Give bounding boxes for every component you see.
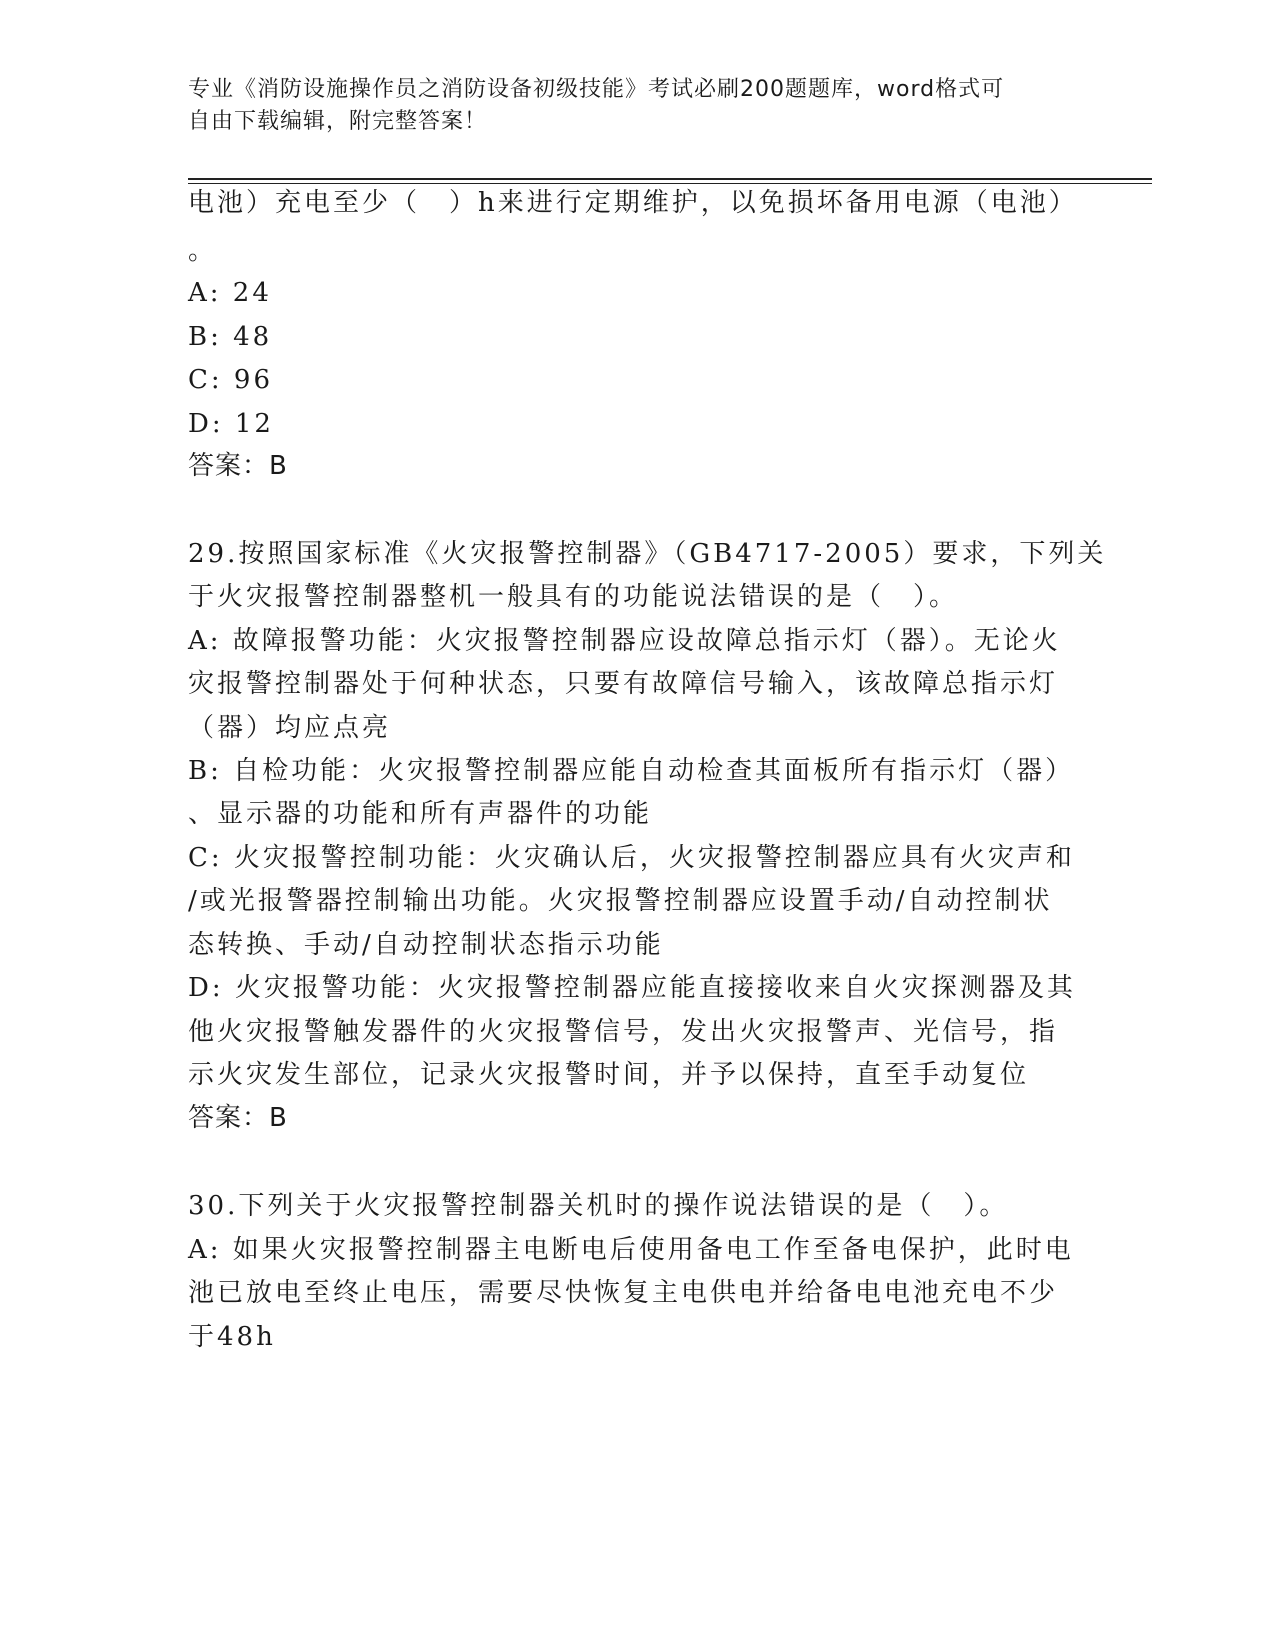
q29-option-d-line-1: D: 火灾报警功能：火灾报警控制器应能直接接收来自火灾探测器及其 [188, 973, 1076, 1003]
q29-option-b-line-2: 、显示器的功能和所有声器件的功能 [188, 799, 653, 829]
q30-stem-line-1: 30.下列关于火灾报警控制器关机时的操作说法错误的是（ ）。 [188, 1191, 1009, 1221]
q29-option-d-line-3: 示火灾发生部位，记录火灾报警时间，并予以保持，直至手动复位 [188, 1060, 1030, 1090]
q28-option-d: D: 12 [188, 409, 274, 439]
q28-option-c: C: 96 [188, 365, 274, 395]
q29-option-a-line-1: A: 故障报警功能：火灾报警控制器应设故障总指示灯（器）。无论火 [188, 626, 1061, 656]
header-divider-thin [188, 183, 1152, 184]
q29-option-c-line-1: C: 火灾报警控制功能：火灾确认后，火灾报警控制器应具有火灾声和 [188, 843, 1075, 873]
header-line-1: 专业《消防设施操作员之消防设备初级技能》考试必刷200题题库，word格式可 [188, 77, 1005, 102]
q28-option-a: A: 24 [188, 278, 272, 308]
q29-option-d-line-2: 他火灾报警触发器件的火灾报警信号，发出火灾报警声、光信号，指 [188, 1017, 1059, 1047]
q28-stem-line-2: 。 [188, 236, 218, 266]
q29-option-a-line-2: 灾报警控制器处于何种状态，只要有故障信号输入，该故障总指示灯 [188, 669, 1059, 699]
q29-answer: 答案：B [188, 1103, 288, 1133]
header-line-2: 自由下载编辑，附完整答案！ [188, 109, 488, 134]
q29-option-b-line-1: B: 自检功能：火灾报警控制器应能自动检查其面板所有指示灯（器） [188, 756, 1075, 786]
header-divider-thick [188, 178, 1152, 180]
q30-option-a-line-2: 池已放电至终止电压，需要尽快恢复主电供电并给备电电池充电不少 [188, 1278, 1059, 1308]
q28-stem-line-1: 电池）充电至少（ ）h来进行定期维护，以免损坏备用电源（电池） [188, 188, 1078, 218]
q28-answer: 答案：B [188, 451, 288, 481]
q28-option-b: B: 48 [188, 322, 273, 352]
q30-option-a-line-3: 于48h [188, 1322, 276, 1352]
q29-option-c-line-3: 态转换、手动/自动控制状态指示功能 [188, 930, 664, 960]
q30-option-a-line-1: A: 如果火灾报警控制器主电断电后使用备电工作至备电保护，此时电 [188, 1235, 1074, 1265]
q29-option-a-line-3: （器）均应点亮 [188, 713, 392, 743]
document-header [188, 74, 1068, 138]
q29-stem-line-2: 于火灾报警控制器整机一般具有的功能说法错误的是（ ）。 [188, 582, 959, 612]
q29-option-c-line-2: /或光报警器控制输出功能。火灾报警控制器应设置手动/自动控制状 [188, 886, 1053, 916]
q29-stem-line-1: 29.按照国家标准《火灾报警控制器》（GB4717-2005）要求，下列关 [188, 539, 1107, 569]
